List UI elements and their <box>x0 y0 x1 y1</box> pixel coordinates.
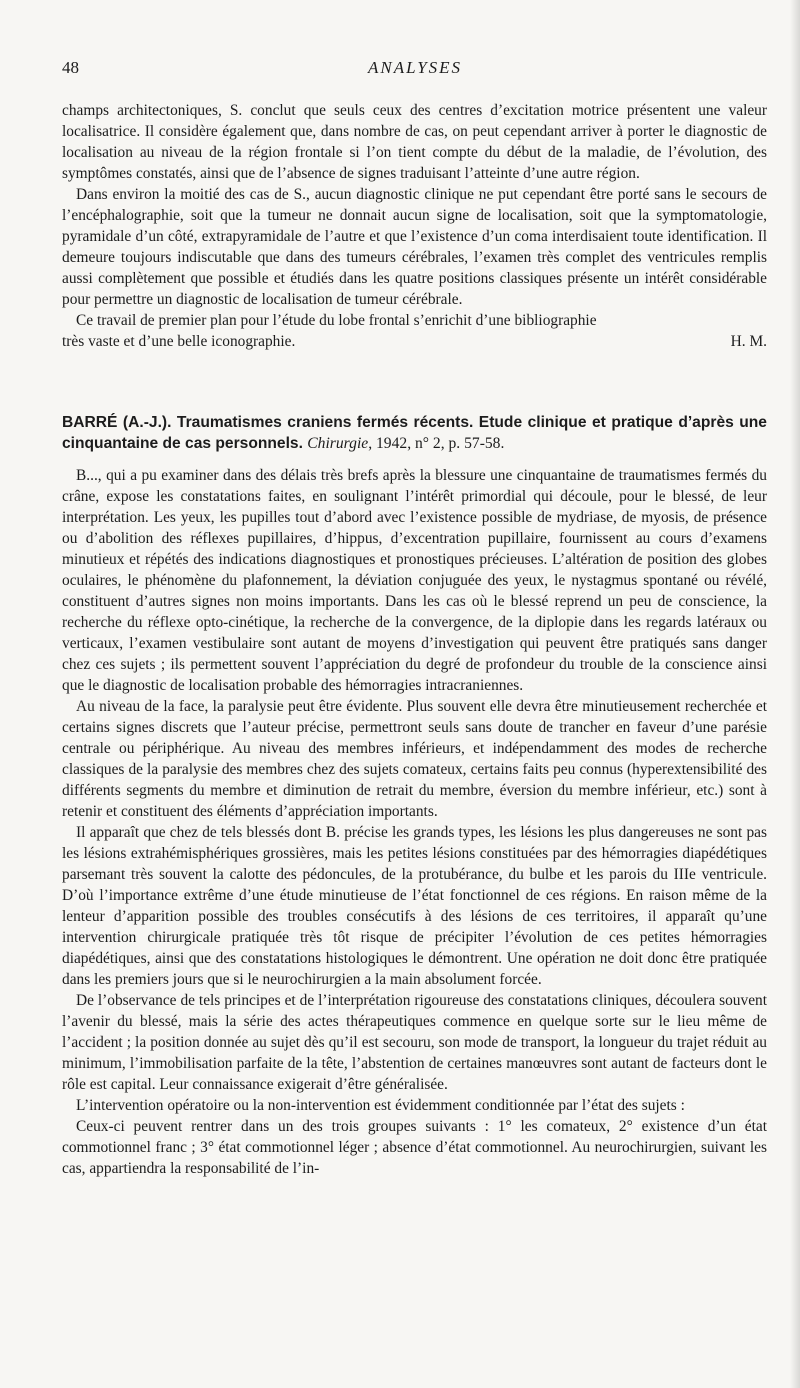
article-citation-group <box>307 435 504 452</box>
article-heading <box>62 412 767 454</box>
reviewer-signature: H. M. <box>730 333 767 350</box>
article-body <box>62 465 767 1179</box>
article-paragraph-6: Ceux-ci peuvent rentrer dans un des trois groupes suivants : 1° les comateux, 2° existence d’un état commotionnel franc ; 3° état commotionnel léger ; absence d’état commotionnel. Au neurochirurgien, suivant les cas, appartiendra la responsabilité de l’in- <box>62 1118 767 1177</box>
review-paragraph-2: Dans environ la moitié des cas de S., aucun diagnostic clinique ne put cependant être porté sans le secours de l’encéphalographie, soit que la tumeur ne donnait aucun signe de localisation, soit que la symptomatologie, pyramidale d’un côté, extrapyramidale de l’autre et que l’existence d’un coma interdisaient toute identification. Il demeure toujours indiscutable que dans des tumeurs cérébrales, l’examen très complet des ventricules remplis aussi complètement que possible et étudiés dans les quatre positions classiques présente un intérêt considérable pour permettre un diagnostic de localisation de tumeur cérébrale. <box>62 186 767 308</box>
article-author: BARRÉ (A.-J.). <box>62 414 172 431</box>
article-paragraph-3: Il apparaît que chez de tels blessés dont B. précise les grands types, les lésions les plus dangereuses ne sont pas les lésions extrahémisphériques grossières, mais les petites lésions constituées par des hémorragies diapédétiques parsemant très souvent la calotte des pédoncules, de la protubérance, du bulbe et les parois du IIIe ventricule. D’où l’importance extrême d’une étude minutieuse de l’état fonctionnel de ces régions. En raison même de la lenteur d’apparition possible des troubles consécutifs à des lésions de ces territoires, il apparaît qu’une intervention chirurgicale pratiquée très tôt risque de précipiter l’évolution de ces petites hémorragies diapédétiques, ainsi que des constatations histologiques le démontrent. Une opération ne doit donc être pratiquée dans les premiers jours que si le neurochirurgien a la main absolument forcée. <box>62 824 767 988</box>
article-paragraph-5: L’intervention opératoire ou la non-intervention est évidemment conditionnée par l’état des sujets : <box>76 1097 685 1114</box>
article-paragraph-2: Au niveau de la face, la paralysie peut être évidente. Plus souvent elle devra être minutieusement recherchée et certains signes discrets que l’auteur précise, permettront seuls sans doute de trancher en faveur d’une parésie centrale ou périphérique. Au niveau des membres inférieurs, et indépendamment des modes de recherche classiques de la paralysie des membres chez des sujets comateux, certains faits peu connus (hyperextensibilité des différents segments du membre et diminution de retrait du membre, éversion du membre inférieur, etc.) sont à retenir et constituent des éléments d’appréciation importants. <box>62 698 767 820</box>
review-closing-line <box>62 331 767 352</box>
previous-review-section <box>62 100 767 352</box>
article-journal: Chirurgie <box>307 435 369 452</box>
page-number: 48 <box>62 58 79 77</box>
article-citation: , 1942, n° 2, p. 57-58. <box>368 435 505 452</box>
article-title: Traumatismes craniens fermés récents. Etude clinique et pratique d’après une cinquantaine de cas personnels. <box>62 414 767 452</box>
review-last-line: très vaste et d’une belle iconographie. <box>62 333 296 350</box>
article-paragraph-1: B..., qui a pu examiner dans des délais très brefs après la blessure une cinquantaine de traumatismes fermés du crâne, expose les constatations faites, en soulignant l’intérêt primordial qui découle, pour le blessé, de leur interprétation. Les yeux, les pupilles tout d’abord avec l’existence possible de mydriase, de myosis, de présence ou d’abolition des réflexes pupillaires, d’hippus, d’excentration pupillaire, fournissent au cours d’examens minutieux et répétés des indications diagnostiques et pronostiques précieuses. L’altération de position des globes oculaires, le phénomène du plafonnement, la déviation conjuguée des yeux, le nystagmus spontané ou révélé, constituent d’autres signes non moins importants. Dans les cas où le blessé reprend un peu de conscience, la recherche du réflexe opto-cinétique, la recherche de la convergence, de la diplopie dans les regards latéraux ou verticaux, l’examen vestibulaire sont autant de moyens d’investigation qui peuvent être pratiqués sans danger chez ces sujets ; ils permettent souvent l’appréciation du degré de profondeur du trouble de la conscience ainsi que le diagnostic de localisation probable des hémorragies intracraniennes. <box>62 467 767 694</box>
running-title: ANALYSES <box>367 58 463 77</box>
page-header <box>62 58 768 88</box>
article-paragraph-4: De l’observance de tels principes et de l’interprétation rigoureuse des constatations cliniques, découlera souvent l’avenir du blessé, mais la série des actes thérapeutiques commence en quelque sorte sur le lieu même de l’accident ; la position donnée au sujet dès qu’il est secouru, son mode de transport, la longueur du trajet réduit au minimum, l’immobilisation parfaite de la tête, l’abstention de certaines manœuvres sont autant de facteurs dont le rôle est capital. Leur connaissance exigerait d’être généralisée. <box>62 992 767 1093</box>
review-paragraph-1: champs architectoniques, S. conclut que seuls ceux des centres d’excitation motrice présentent une valeur localisatrice. Il considère également que, dans nombre de cas, on peut cependant arriver à porter le diagnostic de localisation au niveau de la région frontale si l’on tient compte du début de la maladie, de l’évolution, des symptômes constatés, ainsi que de l’absence de signes traduisant l’atteinte d’une autre région. <box>62 102 767 182</box>
review-paragraph-3: Ce travail de premier plan pour l’étude du lobe frontal s’enrichit d’une bibliographie <box>76 312 597 329</box>
page-edge-shadow <box>790 0 800 1388</box>
